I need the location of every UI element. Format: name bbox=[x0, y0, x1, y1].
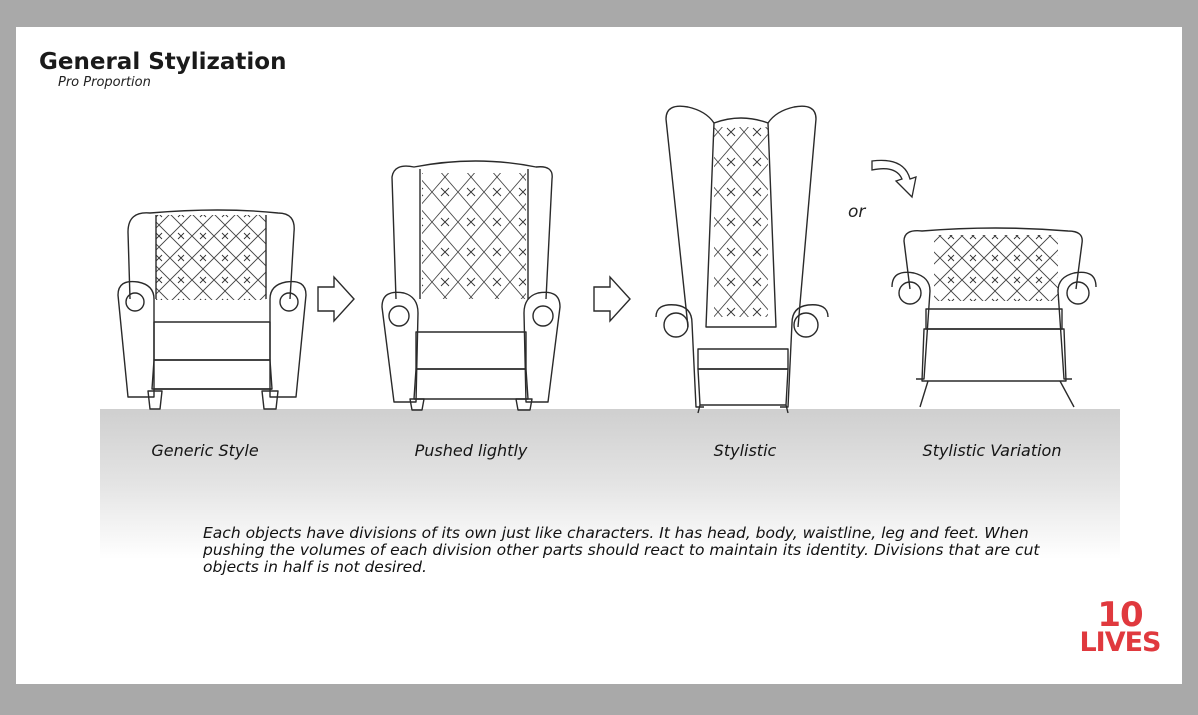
chair-sketches bbox=[16, 27, 1182, 684]
chair-stylistic bbox=[656, 106, 828, 413]
sketch-sheet bbox=[16, 27, 1182, 684]
chair-variation bbox=[892, 228, 1096, 407]
page-title: General Stylization bbox=[39, 49, 287, 75]
arrow-icon bbox=[318, 277, 354, 321]
page-subtitle: Pro Proportion bbox=[58, 75, 151, 90]
or-label: or bbox=[848, 202, 866, 222]
ten-lives-logo bbox=[1070, 595, 1170, 658]
arrow-icon bbox=[594, 277, 630, 321]
chair-pushed bbox=[382, 161, 560, 410]
logo-line-1: 10 bbox=[1097, 595, 1143, 635]
label-generic-style: Generic Style bbox=[151, 441, 259, 460]
chair-generic bbox=[118, 210, 306, 409]
label-stylistic-variation: Stylistic Variation bbox=[922, 441, 1062, 460]
description-text: Each objects have divisions of its own just like characters. It has head, body, waistline, leg and feet. When pushing the volumes of each division other parts should react to maintain its identity. Divisions that are cut objects in half is not desired. bbox=[203, 524, 1040, 576]
logo-line-2: LIVES bbox=[1079, 627, 1161, 658]
label-pushed-lightly: Pushed lightly bbox=[414, 441, 528, 460]
curved-arrow-icon bbox=[872, 160, 916, 197]
label-stylistic: Stylistic bbox=[713, 441, 777, 460]
